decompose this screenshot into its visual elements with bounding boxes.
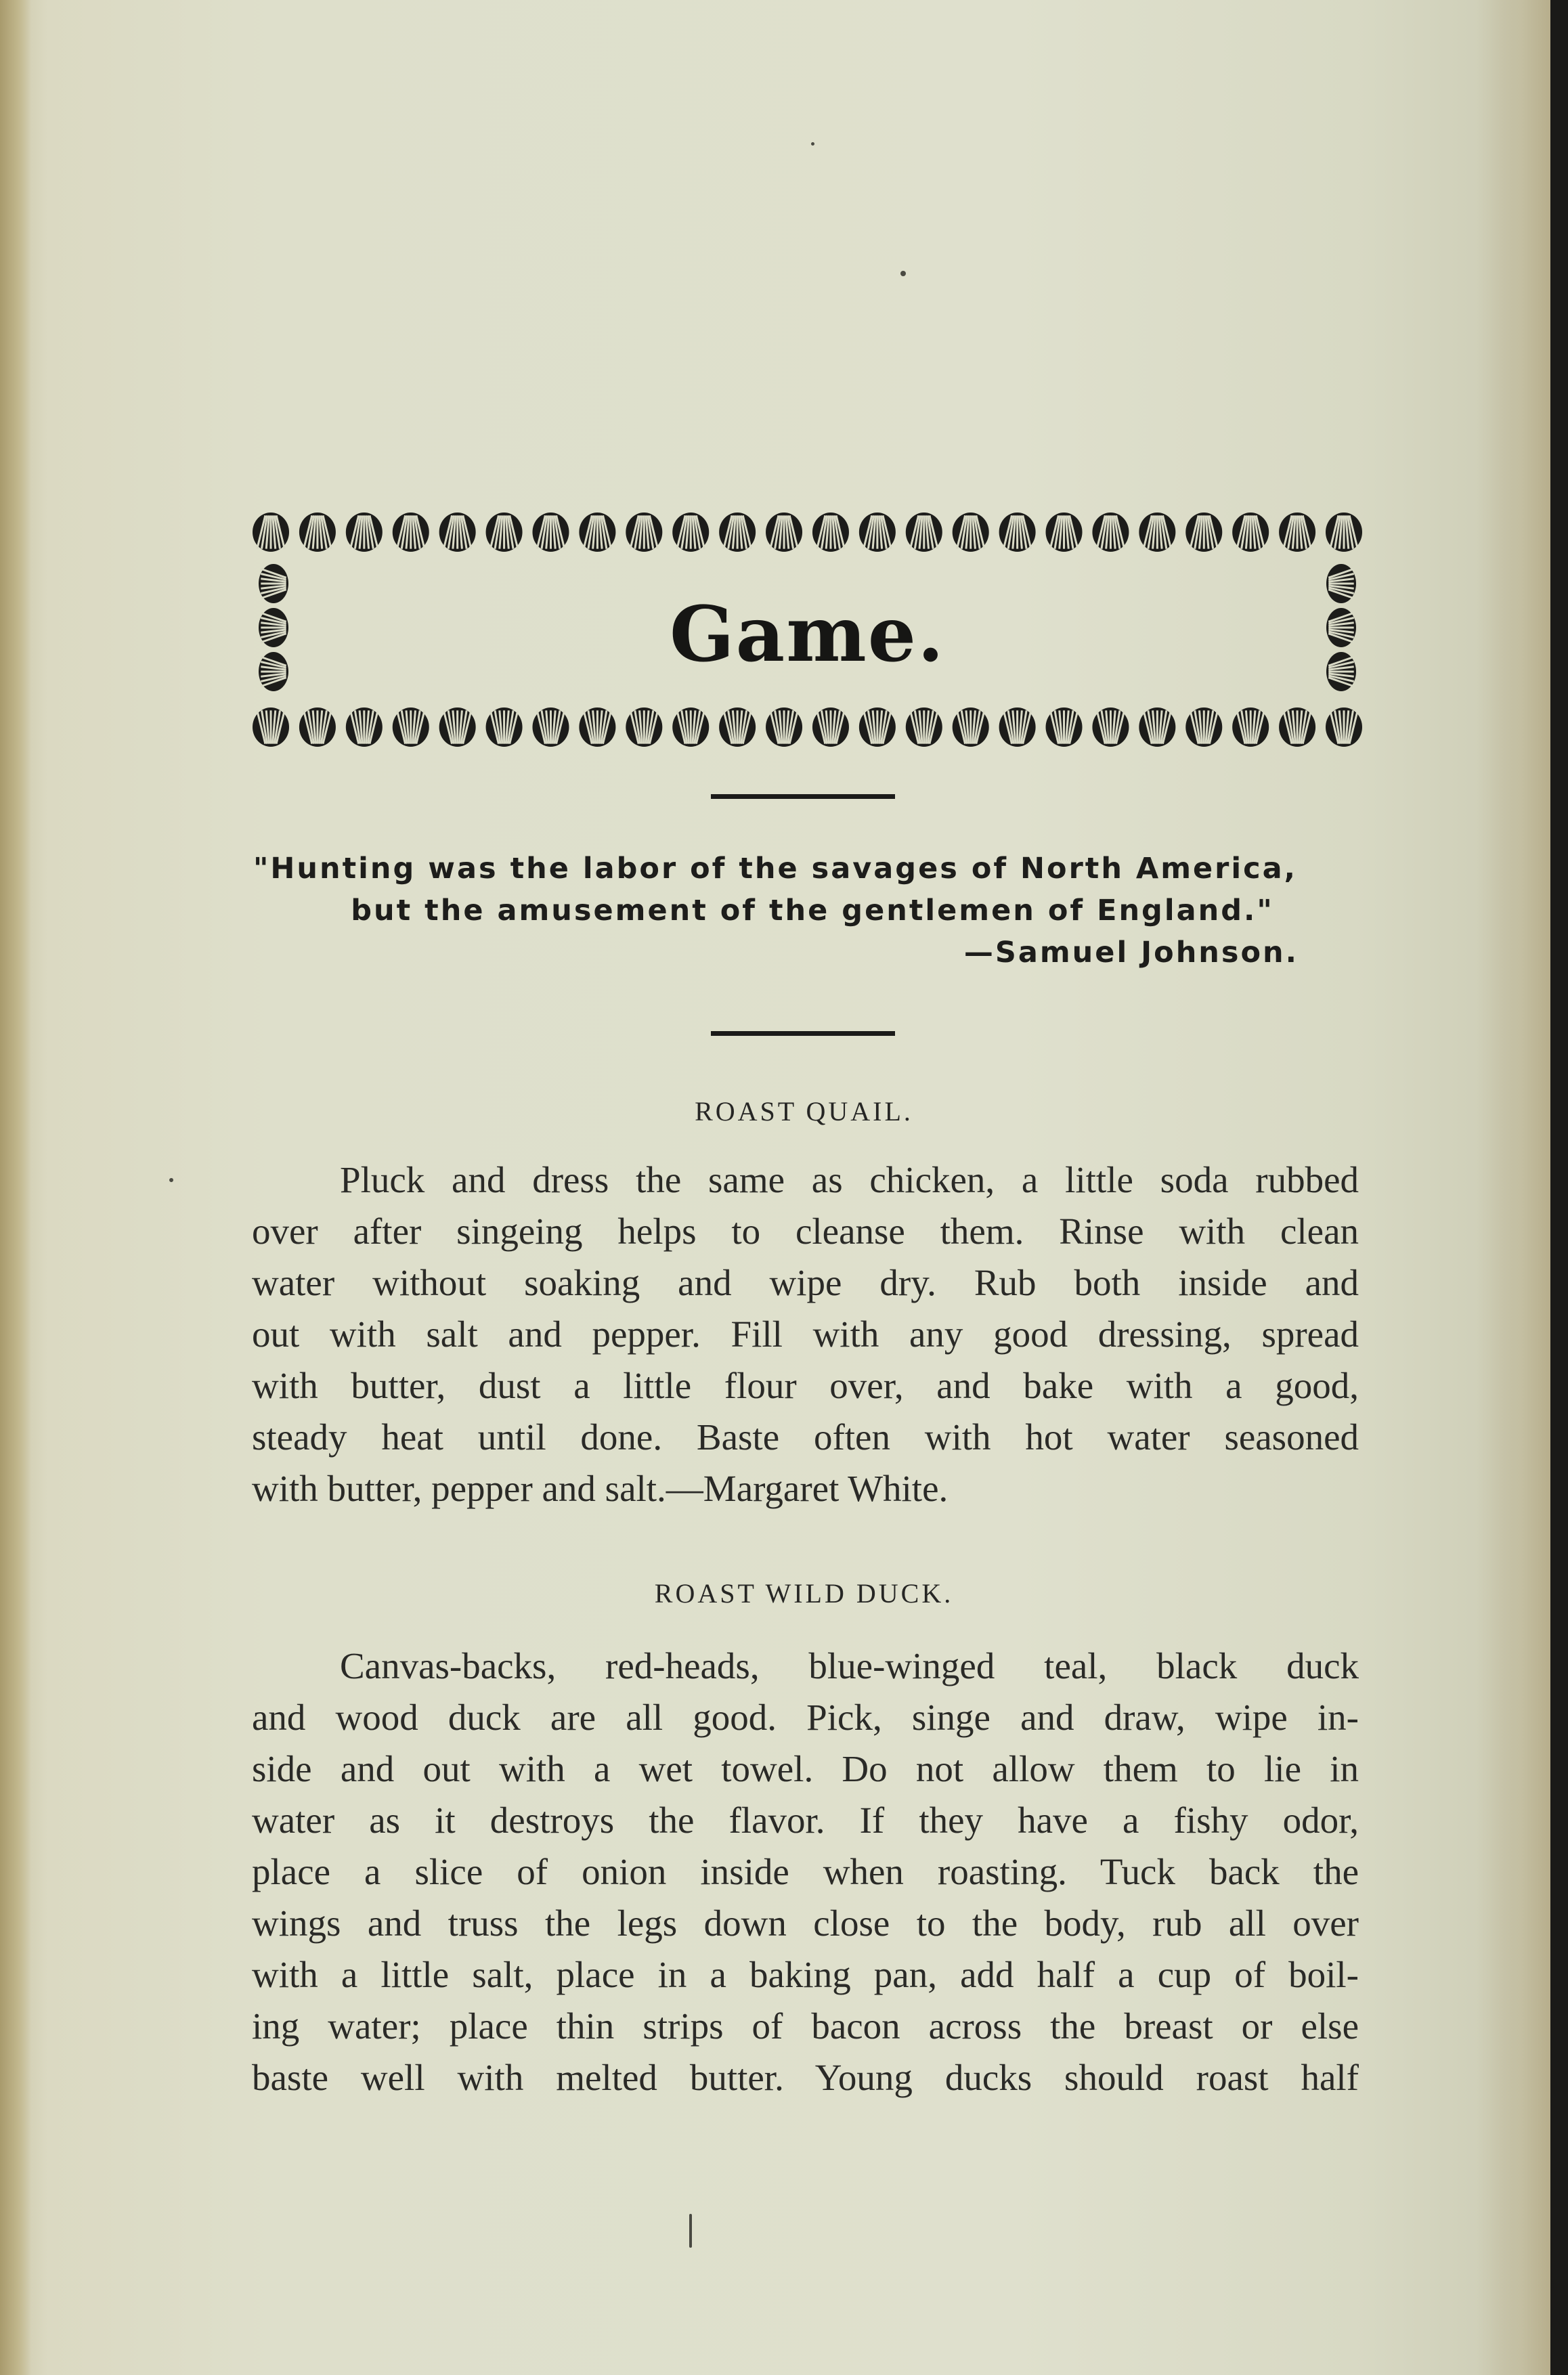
shell-ornament: [579, 707, 615, 747]
recipe-heading-roast-wild-duck: ROAST WILD DUCK.: [654, 1578, 954, 1609]
shell-ornament: [812, 513, 849, 552]
shell-ornament: [812, 707, 849, 747]
shell-ornament: [672, 707, 709, 747]
shell-ornament: [999, 513, 1036, 552]
shell-ornament: [953, 707, 989, 747]
recipe-body-roast-wild-duck: [252, 1640, 1359, 2104]
shell-ornament: [253, 513, 289, 552]
text-line: with a little salt, place in a baking pan, add half a cup of boil-: [252, 1954, 1359, 1995]
shell-ornament: [1185, 513, 1222, 552]
text-line: side and out with a wet towel. Do not allow them to lie in: [252, 1748, 1359, 1789]
shell-ornament: [253, 707, 289, 747]
recipe-body-roast-quail: [252, 1154, 1359, 1515]
shell-ornament: [626, 707, 662, 747]
shell-ornament: [346, 513, 383, 552]
text-line: ing water; place thin strips of bacon across the breast or else: [252, 2005, 1359, 2047]
shell-ornament: [532, 707, 569, 747]
divider-rule-top: [711, 794, 895, 799]
shell-ornament: [1139, 513, 1175, 552]
text-line: with butter, dust a little flour over, and bake with a good,: [252, 1365, 1359, 1406]
shell-ornament: [1185, 707, 1222, 747]
text-line: Pluck and dress the same as chicken, a little soda rubbed: [340, 1159, 1359, 1200]
epigraph-line-1: "Hunting was the labor of the savages of North America,: [253, 852, 1297, 886]
ornamental-title-border: [251, 509, 1364, 750]
paper-speck: [689, 2214, 692, 2248]
shell-ornament: [532, 513, 569, 552]
paper-speck: [169, 1178, 173, 1182]
shell-ornament: [299, 513, 336, 552]
shell-ornament: [486, 707, 523, 747]
shell-ornament: [1326, 513, 1362, 552]
shell-ornament: [1139, 707, 1175, 747]
text-line: steady heat until done. Baste often with hot water seasoned: [252, 1416, 1359, 1458]
paper-speck: [900, 271, 906, 276]
shell-ornament: [439, 707, 476, 747]
text-line: place a slice of onion inside when roasting. Tuck back the: [252, 1851, 1359, 1892]
chapter-title: Game.: [670, 590, 945, 679]
shell-ornament: [859, 707, 896, 747]
text-line: Canvas-backs, red-heads, blue-winged teal, black duck: [340, 1645, 1359, 1686]
shell-ornament: [906, 707, 942, 747]
shell-ornament: [859, 513, 896, 552]
shell-ornament: [1279, 707, 1315, 747]
divider-rule-bottom: [711, 1031, 895, 1036]
shell-ornament: [579, 513, 615, 552]
epigraph-quote: [251, 848, 1374, 974]
shell-ornament: [1092, 707, 1129, 747]
shell-ornament: [906, 513, 942, 552]
shell-ornament: [626, 513, 662, 552]
text-line: with butter, pepper and salt.—Margaret White.: [252, 1468, 949, 1509]
shell-ornament: [1046, 513, 1083, 552]
text-line: baste well with melted butter. Young ducks should roast half: [252, 2057, 1359, 2098]
text-line: out with salt and pepper. Fill with any good dressing, spread: [252, 1313, 1359, 1355]
text-line: water as it destroys the flavor. If they have a fishy odor,: [252, 1800, 1359, 1841]
text-line: and wood duck are all good. Pick, singe and draw, wipe in-: [252, 1697, 1359, 1738]
epigraph-attribution: —Samuel Johnson.: [963, 936, 1299, 969]
shell-ornament: [953, 513, 989, 552]
paper-speck: [811, 142, 814, 146]
shell-ornament: [719, 513, 756, 552]
shell-ornament: [1279, 513, 1315, 552]
shell-ornament: [1326, 707, 1362, 747]
text-line: wings and truss the legs down close to the body, rub all over: [252, 1902, 1359, 1944]
shell-ornament: [1092, 513, 1129, 552]
shell-ornament: [486, 513, 523, 552]
shell-ornament: [439, 513, 476, 552]
recipe-heading-roast-quail: ROAST QUAIL.: [695, 1096, 913, 1127]
text-line: water without soaking and wipe dry. Rub both inside and: [252, 1262, 1359, 1303]
shell-ornament: [299, 707, 336, 747]
shell-ornament: [766, 513, 802, 552]
shell-ornament: [1232, 707, 1269, 747]
shell-ornament: [1232, 513, 1269, 552]
shell-ornament: [346, 707, 383, 747]
shell-ornament: [1046, 707, 1083, 747]
shell-ornament: [393, 513, 429, 552]
epigraph-line-2: but the amusement of the gentlemen of England.": [351, 894, 1274, 928]
shell-ornament: [719, 707, 756, 747]
text-line: over after singeing helps to cleanse them. Rinse with clean: [252, 1211, 1359, 1252]
shell-ornament: [999, 707, 1036, 747]
shell-ornament: [766, 707, 802, 747]
shell-ornament: [393, 707, 429, 747]
shell-ornament: [672, 513, 709, 552]
